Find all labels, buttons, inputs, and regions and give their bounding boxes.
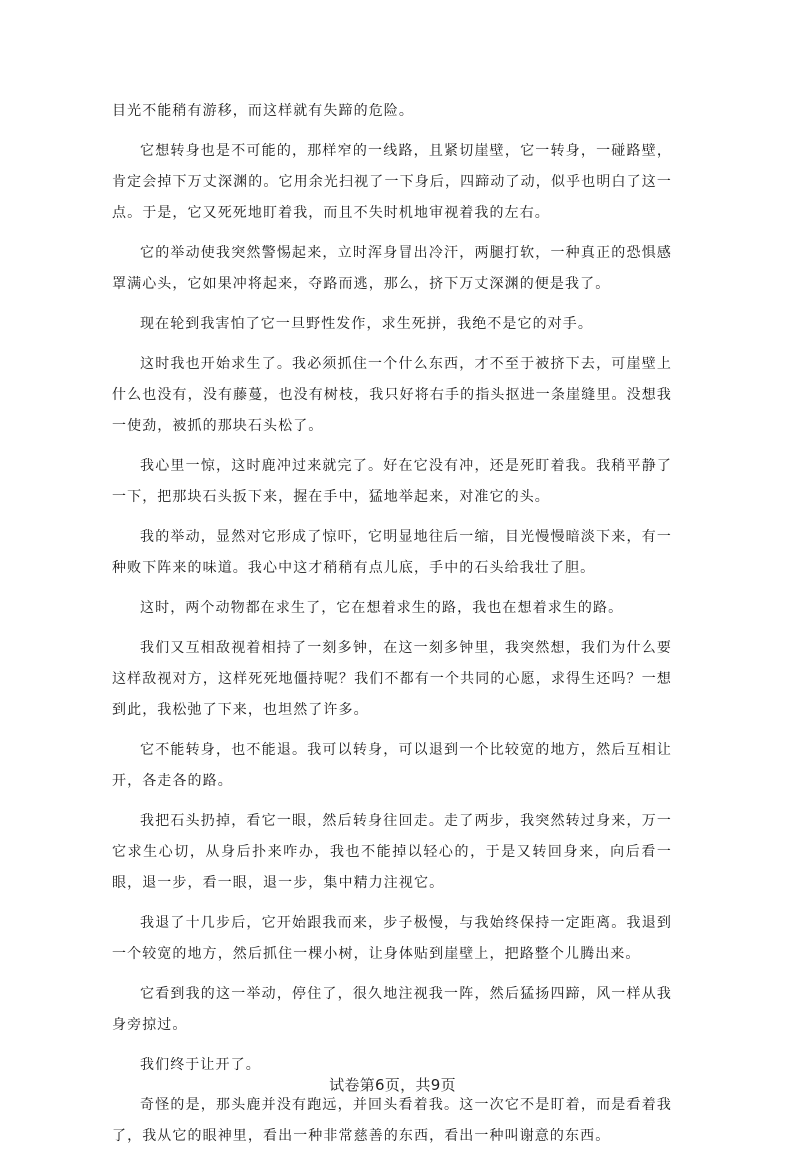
paragraph-10: 它不能转身，也不能退。我可以转身，可以退到一个比较宽的地方，然后互相让开，各走各的路。 bbox=[112, 742, 672, 789]
paragraph-9: 我们又互相敌视着相持了一刻多钟，在这一刻多钟里，我突然想，我们为什么要这样敌视对方，这样死死地僵持呢？我们不都有一个共同的心愿，求得生还吗？一想到此，我松弛了下来，也坦然了许多。 bbox=[112, 640, 672, 718]
paragraph-2: 它想转身也是不可能的，那样窄的一线路，且紧切崖壁，它一转身，一碰路壁，肯定会掉下万丈深渊的。它用余光扫视了一下身后，四蹄动了动，似乎也明白了这一点。于是，它又死死地盯着我，而且不失时机地审视着我的左右。 bbox=[112, 143, 672, 221]
story-body bbox=[112, 96, 672, 1161]
paragraph-4: 现在轮到我害怕了它一旦野性发作，求生死拼，我绝不是它的对手。 bbox=[140, 316, 593, 332]
paragraph-12: 我退了十几步后，它开始跟我而来，步子极慢，与我始终保持一定距离。我退到一个较宽的地方，然后抓住一棵小树，让身体贴到崖壁上，把路整个儿腾出来。 bbox=[112, 915, 672, 962]
page-footer: 试卷第6页，共9页 bbox=[329, 1076, 456, 1094]
paragraph-13: 它看到我的这一举动，停住了，很久地注视我一阵，然后猛扬四蹄，风一样从我身旁掠过。 bbox=[112, 986, 672, 1033]
paragraph-3: 它的举动使我突然警惕起来，立时浑身冒出冷汗，两腿打软，一种真正的恐惧感罩满心头，它如果冲将起来，夺路而逃，那么，挤下万丈深渊的便是我了。 bbox=[112, 245, 672, 292]
paragraph-11: 我把石头扔掉，看它一眼，然后转身往回走。走了两步，我突然转过身来，万一它求生心切，从身后扑来咋办，我也不能掉以轻心的，于是又转回身来，向后看一眼，退一步，看一眼，退一步，集中精力注视它。 bbox=[112, 813, 672, 891]
paragraph-1: 目光不能稍有游移，而这样就有失蹄的危险。 bbox=[112, 103, 414, 119]
paragraph-6: 我心里一惊，这时鹿冲过来就完了。好在它没有冲，还是死盯着我。我稍平静了一下，把那块石头扳下来，握在手中，猛地举起来，对准它的头。 bbox=[112, 458, 672, 505]
paragraph-5: 这时我也开始求生了。我必须抓住一个什么东西，才不至于被挤下去，可崖壁上什么也没有，没有藤蔓，也没有树枝，我只好将右手的指头抠进一条崖缝里。没想我一使劲，被抓的那块石头松了。 bbox=[112, 356, 672, 434]
paragraph-8: 这时，两个动物都在求生了，它在想着求生的路，我也在想着求生的路。 bbox=[140, 600, 624, 616]
paragraph-7: 我的举动，显然对它形成了惊吓，它明显地往后一缩，目光慢慢暗淡下来，有一种败下阵来的味道。我心中这才稍稍有点儿底，手中的石头给我壮了胆。 bbox=[112, 529, 672, 576]
paragraph-15: 奇怪的是，那头鹿并没有跑远，并回头看着我。这一次它不是盯着，而是看着我了，我从它的眼神里，看出一种非常慈善的东西，看出一种叫谢意的东西。 bbox=[112, 1097, 672, 1144]
paragraph-14: 我们终于让开了。 bbox=[140, 1057, 261, 1073]
